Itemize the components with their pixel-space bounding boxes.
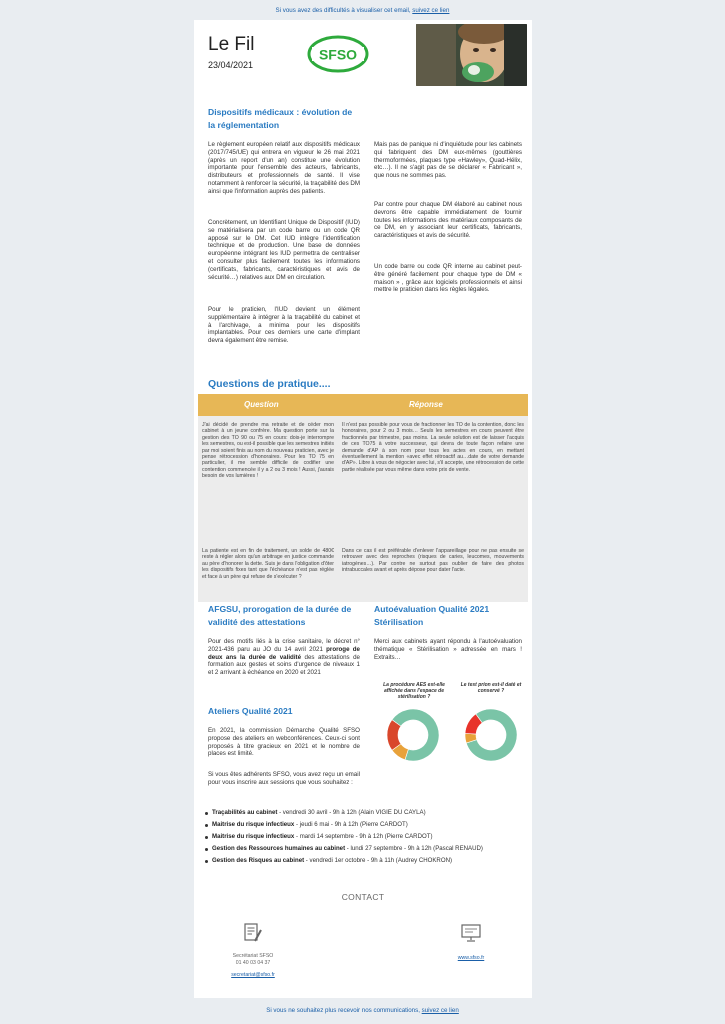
ateliers-p1: En 2021, la commission Démarche Qualité SFSO propose des ateliers en webconférences. Ceux-ci sont proposés à titre gracieux en 2021 et le nombre de places est limité. <box>208 727 360 758</box>
session-item: Gestion des Ressources humaines au cabinet - lundi 27 septembre - 9h à 12h (Pascal RENAUD) <box>212 843 528 855</box>
contact-title: CONTACT <box>341 892 385 902</box>
contact-phone: 01 40 03 04 37 <box>235 960 271 966</box>
donut-slice-2 <box>387 720 401 751</box>
article1-title: Dispositifs médicaux : évolution de la réglementation <box>208 107 353 130</box>
ateliers-p2: Si vous êtes adhérents SFSO, vous avez reçu un email pour vous inscrire aux sessions que vous souhaitez : <box>208 771 360 786</box>
top-notice-text: Si vous avez des difficultés à visualiser cet email, <box>275 7 413 14</box>
newsletter-header <box>194 20 532 86</box>
bottom-notice <box>0 1002 725 1020</box>
top-notice <box>0 0 725 22</box>
autoeval-title: Autoévaluation Qualité 2021 Stérilisation <box>374 604 490 627</box>
website-link[interactable]: www.sfso.fr <box>457 955 485 961</box>
session-item: Traçabilités au cabinet - vendredi 30 avril - 9h à 12h (Alain VIGIE DU CAYLA) <box>212 807 528 819</box>
article1-col2-p1: Mais pas de panique ni d'inquiétude pour les cabinets qui fabriquent des DM eux-mêmes (gouttières thermoformées, plaques type «Hawley», Quad-Hélix, etc…). Il ne s'agit pas de se déclarer « Fabricant », que nous ne sommes pas. <box>374 141 522 180</box>
afgsu-title: AFGSU, prorogation de la durée de validité des attestations <box>208 604 352 627</box>
faq-row1-answer: Il n'est pas possible pour vous de fractionner les TO de la contention, donc les honoraires, pour 2 ou 3 mois… Seuls les semestres en cours peuvent être fractionnés par trimestre, pas moins. La seule solution est de laisser l'acquis de ces TO75 à votre successeur, qui devra de toute façon refaire une demande d'AP à son nom pour tous les actes en cours, en mettant éventuellement la mention «avec effet rétroactif au…date de votre demande d'AP». Libre à vous de négocier avec lui, s'il accepte, une rétrocession de cette partie réalisée par vous même dans votre prix de vente. <box>342 422 524 473</box>
faq-header-question: Question <box>244 400 279 409</box>
document-pen-icon <box>242 922 264 944</box>
faq-table-body <box>198 416 528 602</box>
newsletter-title: Le Fil <box>208 34 255 55</box>
contact-email-link[interactable]: secretariat@sfso.fr <box>231 972 275 978</box>
ateliers-session-list <box>212 807 528 867</box>
faq-table-header <box>198 394 528 416</box>
contact-right-block <box>426 955 516 962</box>
contact-secretariat: Secrétariat SFSO <box>232 953 274 959</box>
article1-col1-p2: Concrètement, un Identifiant Unique de Dispositif (IUD) se matérialisera par un code barre ou un code QR apposé sur le DM. Cet IUD intègre l'identification technique et de production. Une base de données européenne intégrant les IUD permettra de centraliser et consulter plus facilement toutes les informations (certificats, fabricants, caractéristiques et avis de sécurité…) relatives aux DM en circulation. <box>208 219 360 281</box>
faq-row2-answer: Dans ce cas il est préférable d'enlever l'appareillage pour ne pas ensuite se retrouver avec des reproches (risques de caries, leucomes, mouvements iatrogènes…). Par contre ne surtout pas oublier de faire des photos intrabuccales avant et après dépose pour dater l'acte. <box>342 548 524 574</box>
faq-header-answer: Réponse <box>409 400 443 409</box>
autoeval-text: Merci aux cabinets ayant répondu à l'autoévaluation thématique « Stérilisation » adressée en mars ! Extraits… <box>374 638 522 661</box>
child-photo <box>416 24 527 86</box>
sfso-logo <box>306 34 370 74</box>
session-item: Gestion des Risques au cabinet - vendredi 1er octobre - 9h à 11h (Audrey CHOKRON) <box>212 855 528 867</box>
faq-row1-question: J'ai décidé de prendre ma retraite et de céder mon cabinet à un jeune confrère. Ma question porte sur la gestion des TO 90 ou 75 en cours: dois-je interrompre les semestres, ou est-il possible que les semestres initiés par moi soient finis au nom du nouveau praticien, avec je pense rétrocession d'honoraires. Pour les TO 75 en particulier, il me semble difficile de codifier une contention commencée il y a 2 ou 3 mois ! Aussi, j'aurais besoin de vos lumières ! <box>202 422 334 480</box>
faq-row2-question: La patiente est en fin de traitement, un solde de 480€ reste à régler alors qu'un arbitrage en justice commande au père d'honorer la dette. Suis je dans l'obligation d'ôter les dispositifs fixes tant que l'échéance n'est pas réglée et face à un père qui refuse de s'exécuter ? <box>202 548 334 580</box>
session-item: Maitrise du risque infectieux - jeudi 6 mai - 9h à 12h (Pierre CARDOT) <box>212 819 528 831</box>
article1-col2-p3: Un code barre ou code QR interne au cabinet peut-être généré facilement pour chaque type de DM « maison » , grâce aux logiciels professionnels et ainsi mettre le praticien dans les règles légales. <box>374 263 522 294</box>
chart2-title: Le test prion est-il daté et conservé ? <box>460 682 522 694</box>
newsletter-date: 23/04/2021 <box>208 60 254 70</box>
child-photo-art <box>416 24 527 86</box>
faq-title: Questions de pratique.... <box>208 378 331 390</box>
session-item: Maitrise du risque infectieux - mardi 14 septembre - 9h à 12h (Pierre CARDOT) <box>212 831 528 843</box>
ateliers-title: Ateliers Qualité 2021 <box>208 706 293 716</box>
bottom-notice-text: Si vous ne souhaitez plus recevoir nos communications, <box>266 1007 422 1014</box>
chart2-donut <box>452 706 530 764</box>
afgsu-text: Pour des motifs liés à la crise sanitaire, le décret n° 2021-436 paru au JO du 14 avril 2021 proroge de deux ans la durée de validité des attestations de formation aux gestes et soins d'urgence de niveaux 1 et 2 arrivant à échéance en 2020 et 2021 <box>208 638 360 677</box>
contact-left-block <box>208 953 298 979</box>
unsubscribe-link[interactable]: suivez ce lien <box>421 1007 459 1014</box>
article1-col1-p3: Pour le praticien, l'IUD devient un élément supplémentaire à intégrer à la traçabilité du cabinet et à l'archivage, a minima pour les dispositifs implantables. Pour ces derniers une carte d'implant devra également être remise. <box>208 306 360 345</box>
computer-monitor-icon <box>460 922 482 944</box>
sfso-logo-text: SFSO <box>318 46 358 63</box>
chart1-title: La procédure AES est-elle affichée dans l'espace de stérilisation ? <box>383 682 445 700</box>
article1-col1-p1: Le règlement européen relatif aux dispositifs médicaux (2017/745/UE) qui entrera en vigueur le 26 mai 2021 (après un report d'un an) constitue une évolution importante pour l'ensemble des acteurs, fabricants, distributeurs et professionnels de santé. Il vise notamment à renforcer la sécurité, la traçabilité des DM ainsi que l'information auprès des patients. <box>208 141 361 195</box>
top-notice-link[interactable]: suivez ce lien <box>412 7 450 14</box>
article1-col2-p2: Par contre pour chaque DM élaboré au cabinet nous devrons être capable immédiatement de fournir toutes les informations des matériaux composants de ce DM, en y associant leur certificats, fabricants, caractéristiques et avis de sécurité. <box>374 201 522 240</box>
chart1-donut <box>374 706 452 764</box>
newsletter-card <box>194 20 532 998</box>
